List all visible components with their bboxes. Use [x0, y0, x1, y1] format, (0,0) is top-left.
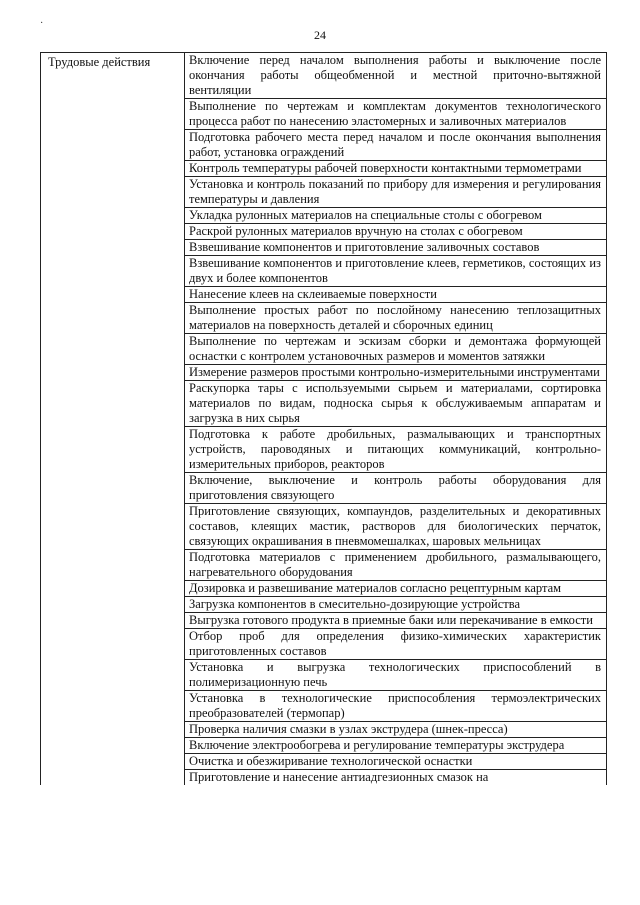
action-row: Раскупорка тары с используемыми сырьем и материалами, сортировка материалов по видам, подноска сырья к обслуживаемым аппаратам и загрузка в них сырья: [185, 380, 606, 426]
action-row: Отбор проб для определения физико-химических характеристик приготовленных составов: [185, 628, 606, 659]
action-row: Приготовление и нанесение антиадгезионных смазок на: [185, 769, 606, 785]
action-row: Выполнение по чертежам и эскизам сборки и демонтажа формующей оснастки с контролем установочных размеров и моментов затяжки: [185, 333, 606, 364]
action-row: Установка в технологические приспособления термоэлектрических преобразователей (термопар): [185, 690, 606, 721]
action-row: Включение перед началом выполнения работы и выключение после окончания работы общеобменной и местной приточно-вытяжной вентиляции: [185, 52, 606, 98]
action-row: Взвешивание компонентов и приготовление заливочных составов: [185, 239, 606, 255]
action-row: Выполнение простых работ по послойному нанесению теплозащитных материалов на поверхность деталей и сборочных единиц: [185, 302, 606, 333]
action-row: Контроль температуры рабочей поверхности контактными термометрами: [185, 160, 606, 176]
action-row: Взвешивание компонентов и приготовление клеев, герметиков, состоящих из двух и более компонентов: [185, 255, 606, 286]
action-row: Раскрой рулонных материалов вручную на столах с обогревом: [185, 223, 606, 239]
action-row: Включение электрообогрева и регулирование температуры экструдера: [185, 737, 606, 753]
action-row: Приготовление связующих, компаундов, разделительных и декоративных составов, клеящих мастик, растворов для биологических перчаток, связующих окрашивания в пневмомешалках, шаровых мельницах: [185, 503, 606, 549]
action-row: Выполнение по чертежам и комплектам документов технологического процесса работ по нанесению эластомерных и заливочных материалов: [185, 98, 606, 129]
action-row: Установка и выгрузка технологических приспособлений в полимеризационную печь: [185, 659, 606, 690]
action-row: Проверка наличия смазки в узлах экструдера (шнек-пресса): [185, 721, 606, 737]
page-mark: ·: [40, 18, 44, 29]
action-row: Нанесение клеев на склеиваемые поверхности: [185, 286, 606, 302]
page-number: 24: [314, 28, 326, 42]
action-row: Выгрузка готового продукта в приемные баки или перекачивание в емкости: [185, 612, 606, 628]
labor-actions-table: [40, 52, 607, 785]
action-row: Подготовка рабочего места перед началом и после окончания выполнения работ, установка ограждений: [185, 129, 606, 160]
action-row: Измерение размеров простыми контрольно-измерительными инструментами: [185, 364, 606, 380]
row-label: Трудовые действия: [48, 55, 151, 69]
action-row: Загрузка компонентов в смесительно-дозирующие устройства: [185, 596, 606, 612]
action-row: Подготовка к работе дробильных, размалывающих и транспортных устройств, пароводяных и питающих коммуникаций, контрольно-измерительных приборов, реакторов: [185, 426, 606, 472]
action-row: Дозировка и развешивание материалов согласно рецептурным картам: [185, 580, 606, 596]
row-label-cell: [41, 52, 185, 785]
action-row: Укладка рулонных материалов на специальные столы с обогревом: [185, 207, 606, 223]
actions-list: [185, 52, 606, 785]
action-row: Установка и контроль показаний по прибору для измерения и регулирования температуры и давления: [185, 176, 606, 207]
action-row: Включение, выключение и контроль работы оборудования для приготовления связующего: [185, 472, 606, 503]
action-row: Очистка и обезжиривание технологической оснастки: [185, 753, 606, 769]
action-row: Подготовка материалов с применением дробильного, размалывающего, нагревательного оборудования: [185, 549, 606, 580]
